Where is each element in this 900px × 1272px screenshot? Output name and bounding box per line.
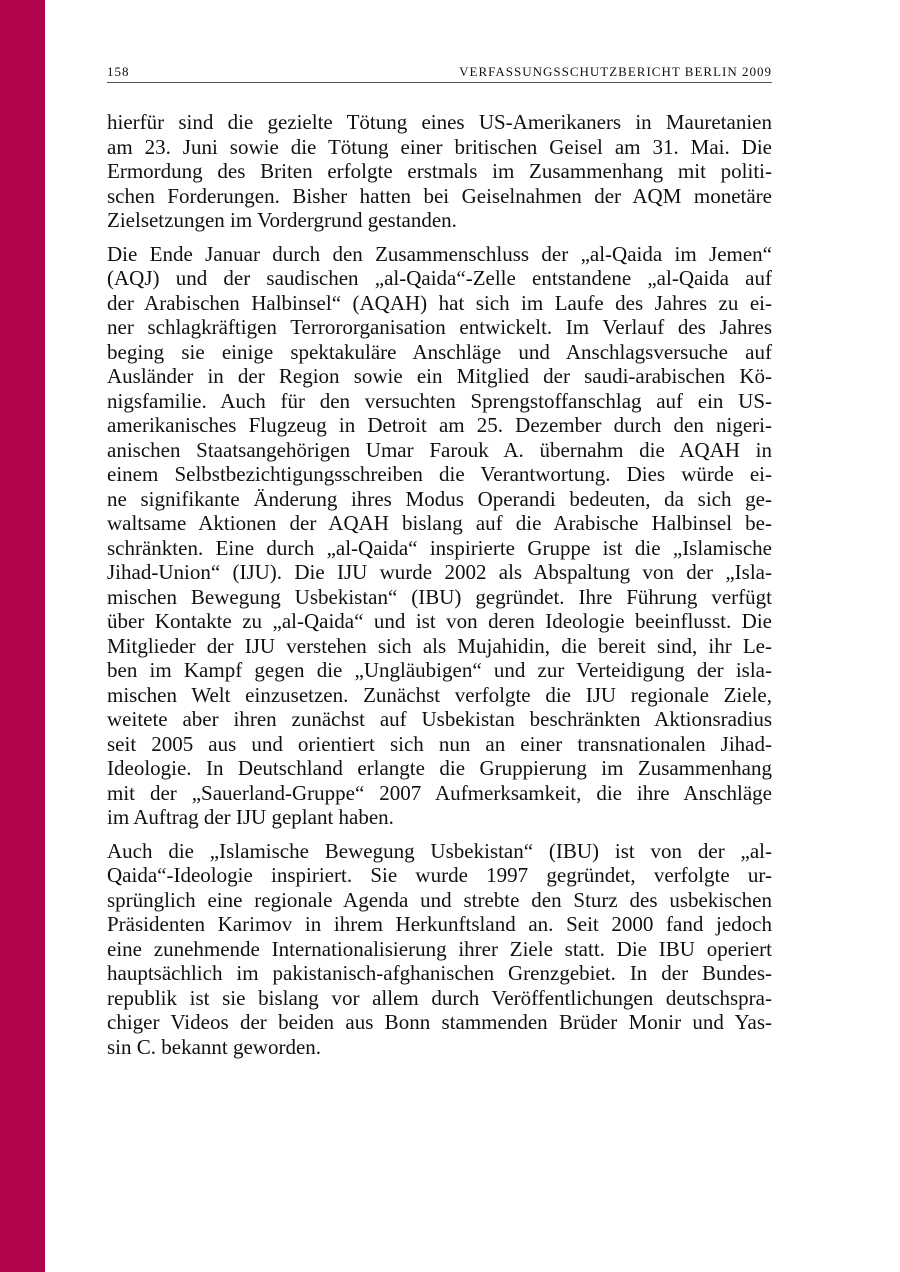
text-line: mischen Welt einzusetzen. Zunächst verfolgte die IJU regionale Ziele,: [107, 682, 772, 707]
text-line: nigsfamilie. Auch für den versuchten Sprengstoffanschlag auf ein US-: [107, 388, 772, 413]
text-line: Ermordung des Briten erfolgte erstmals im Zusammenhang mit politi-: [107, 159, 772, 183]
text-line: schränkten. Eine durch „al-Qaida“ inspirierte Gruppe ist die „Islamische: [107, 535, 772, 560]
text-line: Ausländer in der Region sowie ein Mitglied der saudi-arabischen Kö-: [107, 364, 772, 388]
text-line: Die Ende Januar durch den Zusammenschluss der „al-Qaida im Jemen“: [107, 241, 772, 266]
text-line: schen Forderungen. Bisher hatten bei Geiselnahmen der AQM monetäre: [107, 183, 772, 208]
paragraph: [107, 242, 772, 830]
text-line: ben im Kampf gegen die „Ungläubigen“ und zur Verteidigung der isla-: [107, 658, 772, 682]
text-line: im Auftrag der IJU geplant haben.: [107, 805, 394, 829]
paragraph: [107, 110, 772, 233]
text-line: eine zunehmende Internationalisierung ihrer Ziele statt. Die IBU operiert: [107, 936, 772, 961]
text-line: Auch die „Islamische Bewegung Usbekistan“ (IBU) ist von der „al-: [107, 838, 772, 863]
text-line: Ideologie. In Deutschland erlangte die Gruppierung im Zusammenhang: [107, 756, 772, 780]
text-line: Präsidenten Karimov in ihrem Herkunftsland an. Seit 2000 fand jedoch: [107, 912, 772, 936]
text-line: Jihad-Union“ (IJU). Die IJU wurde 2002 als Abspaltung von der „Isla-: [107, 560, 772, 584]
text-line: sin C. bekannt geworden.: [107, 1034, 322, 1059]
text-line: sprünglich eine regionale Agenda und strebte den Sturz des usbekischen: [107, 887, 772, 912]
text-line: mischen Bewegung Usbekistan“ (IBU) gegründet. Ihre Führung verfügt: [107, 584, 772, 609]
text-line: der Arabischen Halbinsel“ (AQAH) hat sich im Laufe des Jahres zu ei-: [107, 290, 772, 315]
text-line: amerikanisches Flugzeug in Detroit am 25. Dezember durch den nigeri-: [107, 413, 772, 437]
text-line: einem Selbstbezichtigungsschreiben die Verantwortung. Dies würde ei-: [107, 462, 772, 486]
text-line: hierfür sind die gezielte Tötung eines US-Amerikaners in Mauretanien: [107, 110, 772, 134]
text-line: weitete aber ihren zunächst auf Usbekistan beschränkten Aktionsradius: [107, 707, 772, 731]
text-line: ner schlagkräftigen Terrororganisation entwickelt. Im Verlauf des Jahres: [107, 315, 772, 339]
text-line: anischen Staatsangehörigen Umar Farouk A. übernahm die AQAH in: [107, 437, 772, 462]
page-edge-color-bar: [0, 0, 45, 1272]
running-header: [107, 62, 772, 83]
text-line: Zielsetzungen im Vordergrund gestanden.: [107, 208, 457, 232]
text-line: am 23. Juni sowie die Tötung einer britischen Geisel am 31. Mai. Die: [107, 134, 772, 159]
text-line: über Kontakte zu „al-Qaida“ und ist von deren Ideologie beeinflusst. Die: [107, 609, 772, 633]
text-line: mit der „Sauerland-Gruppe“ 2007 Aufmerksamkeit, die ihre Anschläge: [107, 780, 772, 805]
text-line: ne signifikante Änderung ihres Modus Operandi bedeuten, da sich ge-: [107, 486, 772, 511]
text-line: (AQJ) und der saudischen „al-Qaida“-Zelle entstandene „al-Qaida auf: [107, 266, 772, 290]
page-number: 158: [107, 64, 130, 79]
body-text: [107, 110, 772, 1068]
text-line: waltsame Aktionen der AQAH bislang auf die Arabische Halbinsel be-: [107, 511, 772, 535]
text-line: chiger Videos der beiden aus Bonn stammenden Brüder Monir und Yas-: [107, 1010, 772, 1034]
text-line: republik ist sie bislang vor allem durch Veröffentlichungen deutschspra-: [107, 985, 772, 1010]
running-title: VERFASSUNGSSCHUTZBERICHT BERLIN 2009: [459, 64, 772, 79]
paragraph: [107, 839, 772, 1060]
text-line: hauptsächlich im pakistanisch-afghanischen Grenzgebiet. In der Bundes-: [107, 961, 772, 985]
text-line: Mitglieder der IJU verstehen sich als Mujahidin, die bereit sind, ihr Le-: [107, 633, 772, 658]
text-line: beging sie einige spektakuläre Anschläge und Anschlagsversuche auf: [107, 339, 772, 364]
text-line: seit 2005 aus und orientiert sich nun an einer transnationalen Jihad-: [107, 731, 772, 756]
text-line: Qaida“-Ideologie inspiriert. Sie wurde 1997 gegründet, verfolgte ur-: [107, 863, 772, 887]
